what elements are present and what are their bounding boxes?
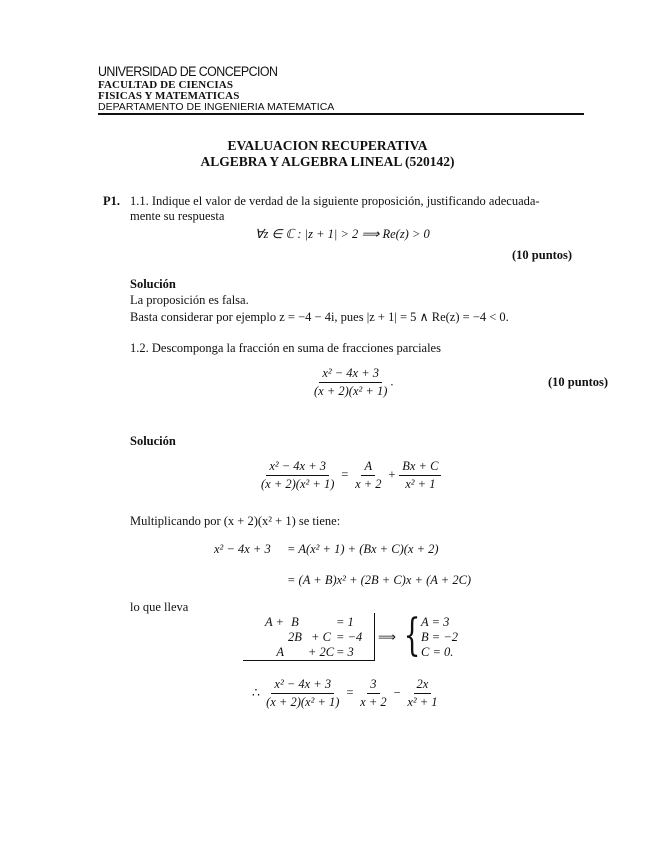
system-solution [421, 615, 458, 660]
expand-line-1-rhs: = A(x² + 1) + (Bx + C)(x + 2) [287, 542, 439, 556]
decomp-lhs-den: (x + 2)(x² + 1) [261, 477, 335, 491]
university-name: UNIVERSIDAD DE CONCEPCION [98, 64, 278, 79]
q2-fraction [311, 366, 394, 399]
system-implies: ⟹ [378, 630, 396, 644]
system-row-2: 2B + C = −4 [288, 630, 363, 644]
problem-label: P1. [103, 194, 121, 208]
q1-formula: ∀z ∈ ℂ : |z + 1| > 2 ⟹ Re(z) > 0 [255, 227, 430, 241]
decomp-plus: + [387, 467, 397, 482]
system-vertical-bar [374, 613, 375, 661]
faculty-line-2: FISICAS Y MATEMATICAS [98, 90, 240, 102]
system-row-1: A + B = 1 [265, 615, 354, 629]
leads-text: lo que lleva [130, 600, 189, 614]
final-minus: − [392, 685, 402, 700]
q1-solution-line-2: Basta considerar por ejemplo z = −4 − 4i, pues |z + 1| = 5 ∧ Re(z) = −4 < 0. [130, 310, 509, 324]
solution-a: A = 3 [421, 615, 450, 629]
faculty-line-1: FACULTAD DE CIENCIAS [98, 79, 234, 91]
expand-line-2-rhs: = (A + B)x² + (2B + C)x + (A + 2C) [287, 573, 472, 587]
decomp-lhs-num: x² − 4x + 3 [266, 459, 329, 476]
final-term2-num: 2x [414, 677, 432, 694]
decomp-b-den: x² + 1 [405, 477, 436, 491]
q2-solution-heading: Solución [130, 434, 176, 448]
q1-solution-line-1: La proposición es falsa. [130, 293, 249, 307]
partial-fraction-decomposition [258, 459, 441, 492]
linear-system [258, 615, 370, 660]
decomp-b-num: Bx + C [399, 459, 441, 476]
q1-points: (10 puntos) [512, 248, 573, 262]
solution-c: C = 0. [421, 645, 454, 659]
decomp-a-den: x + 2 [355, 477, 382, 491]
final-term2-den: x² + 1 [407, 695, 438, 709]
q2-fraction-numerator: x² − 4x + 3 [319, 366, 382, 383]
q2-points: (10 puntos) [548, 375, 609, 389]
decomp-equals: = [340, 467, 349, 482]
multiply-text: Multiplicando por (x + 2)(x² + 1) se tiene: [130, 514, 341, 528]
q1-text-line-1: 1.1. Indique el valor de verdad de la siguiente proposición, justificando adecuada- [130, 194, 540, 208]
system-brace: { [403, 610, 421, 661]
therefore-symbol: ∴ [252, 685, 260, 700]
q1-solution-heading: Solución [130, 277, 176, 291]
q2-text: 1.2. Descomponga la fracción en suma de fracciones parciales [130, 341, 441, 355]
final-term1-den: x + 2 [360, 695, 387, 709]
header-rule [98, 113, 584, 115]
exam-subtitle: ALGEBRA Y ALGEBRA LINEAL (520142) [200, 154, 455, 169]
final-lhs-num: x² − 4x + 3 [271, 677, 334, 694]
q2-fraction-period: . [390, 374, 394, 389]
final-result [252, 677, 441, 710]
system-horizontal-bar [243, 660, 375, 661]
final-lhs-den: (x + 2)(x² + 1) [266, 695, 340, 709]
department-name: DEPARTAMENTO DE INGENIERIA MATEMATICA [98, 101, 335, 113]
expand-line-1-lhs: x² − 4x + 3 [214, 542, 271, 556]
solution-b: B = −2 [421, 630, 459, 644]
system-row-3: A + 2C = 3 [276, 645, 354, 659]
final-equals: = [345, 685, 355, 700]
final-term1-num: 3 [367, 677, 379, 694]
q2-fraction-denominator: (x + 2)(x² + 1) [314, 384, 388, 398]
decomp-a-num: A [361, 459, 375, 476]
q1-text-line-2: mente su respuesta [130, 209, 225, 223]
exam-title: EVALUACION RECUPERATIVA [227, 138, 428, 153]
